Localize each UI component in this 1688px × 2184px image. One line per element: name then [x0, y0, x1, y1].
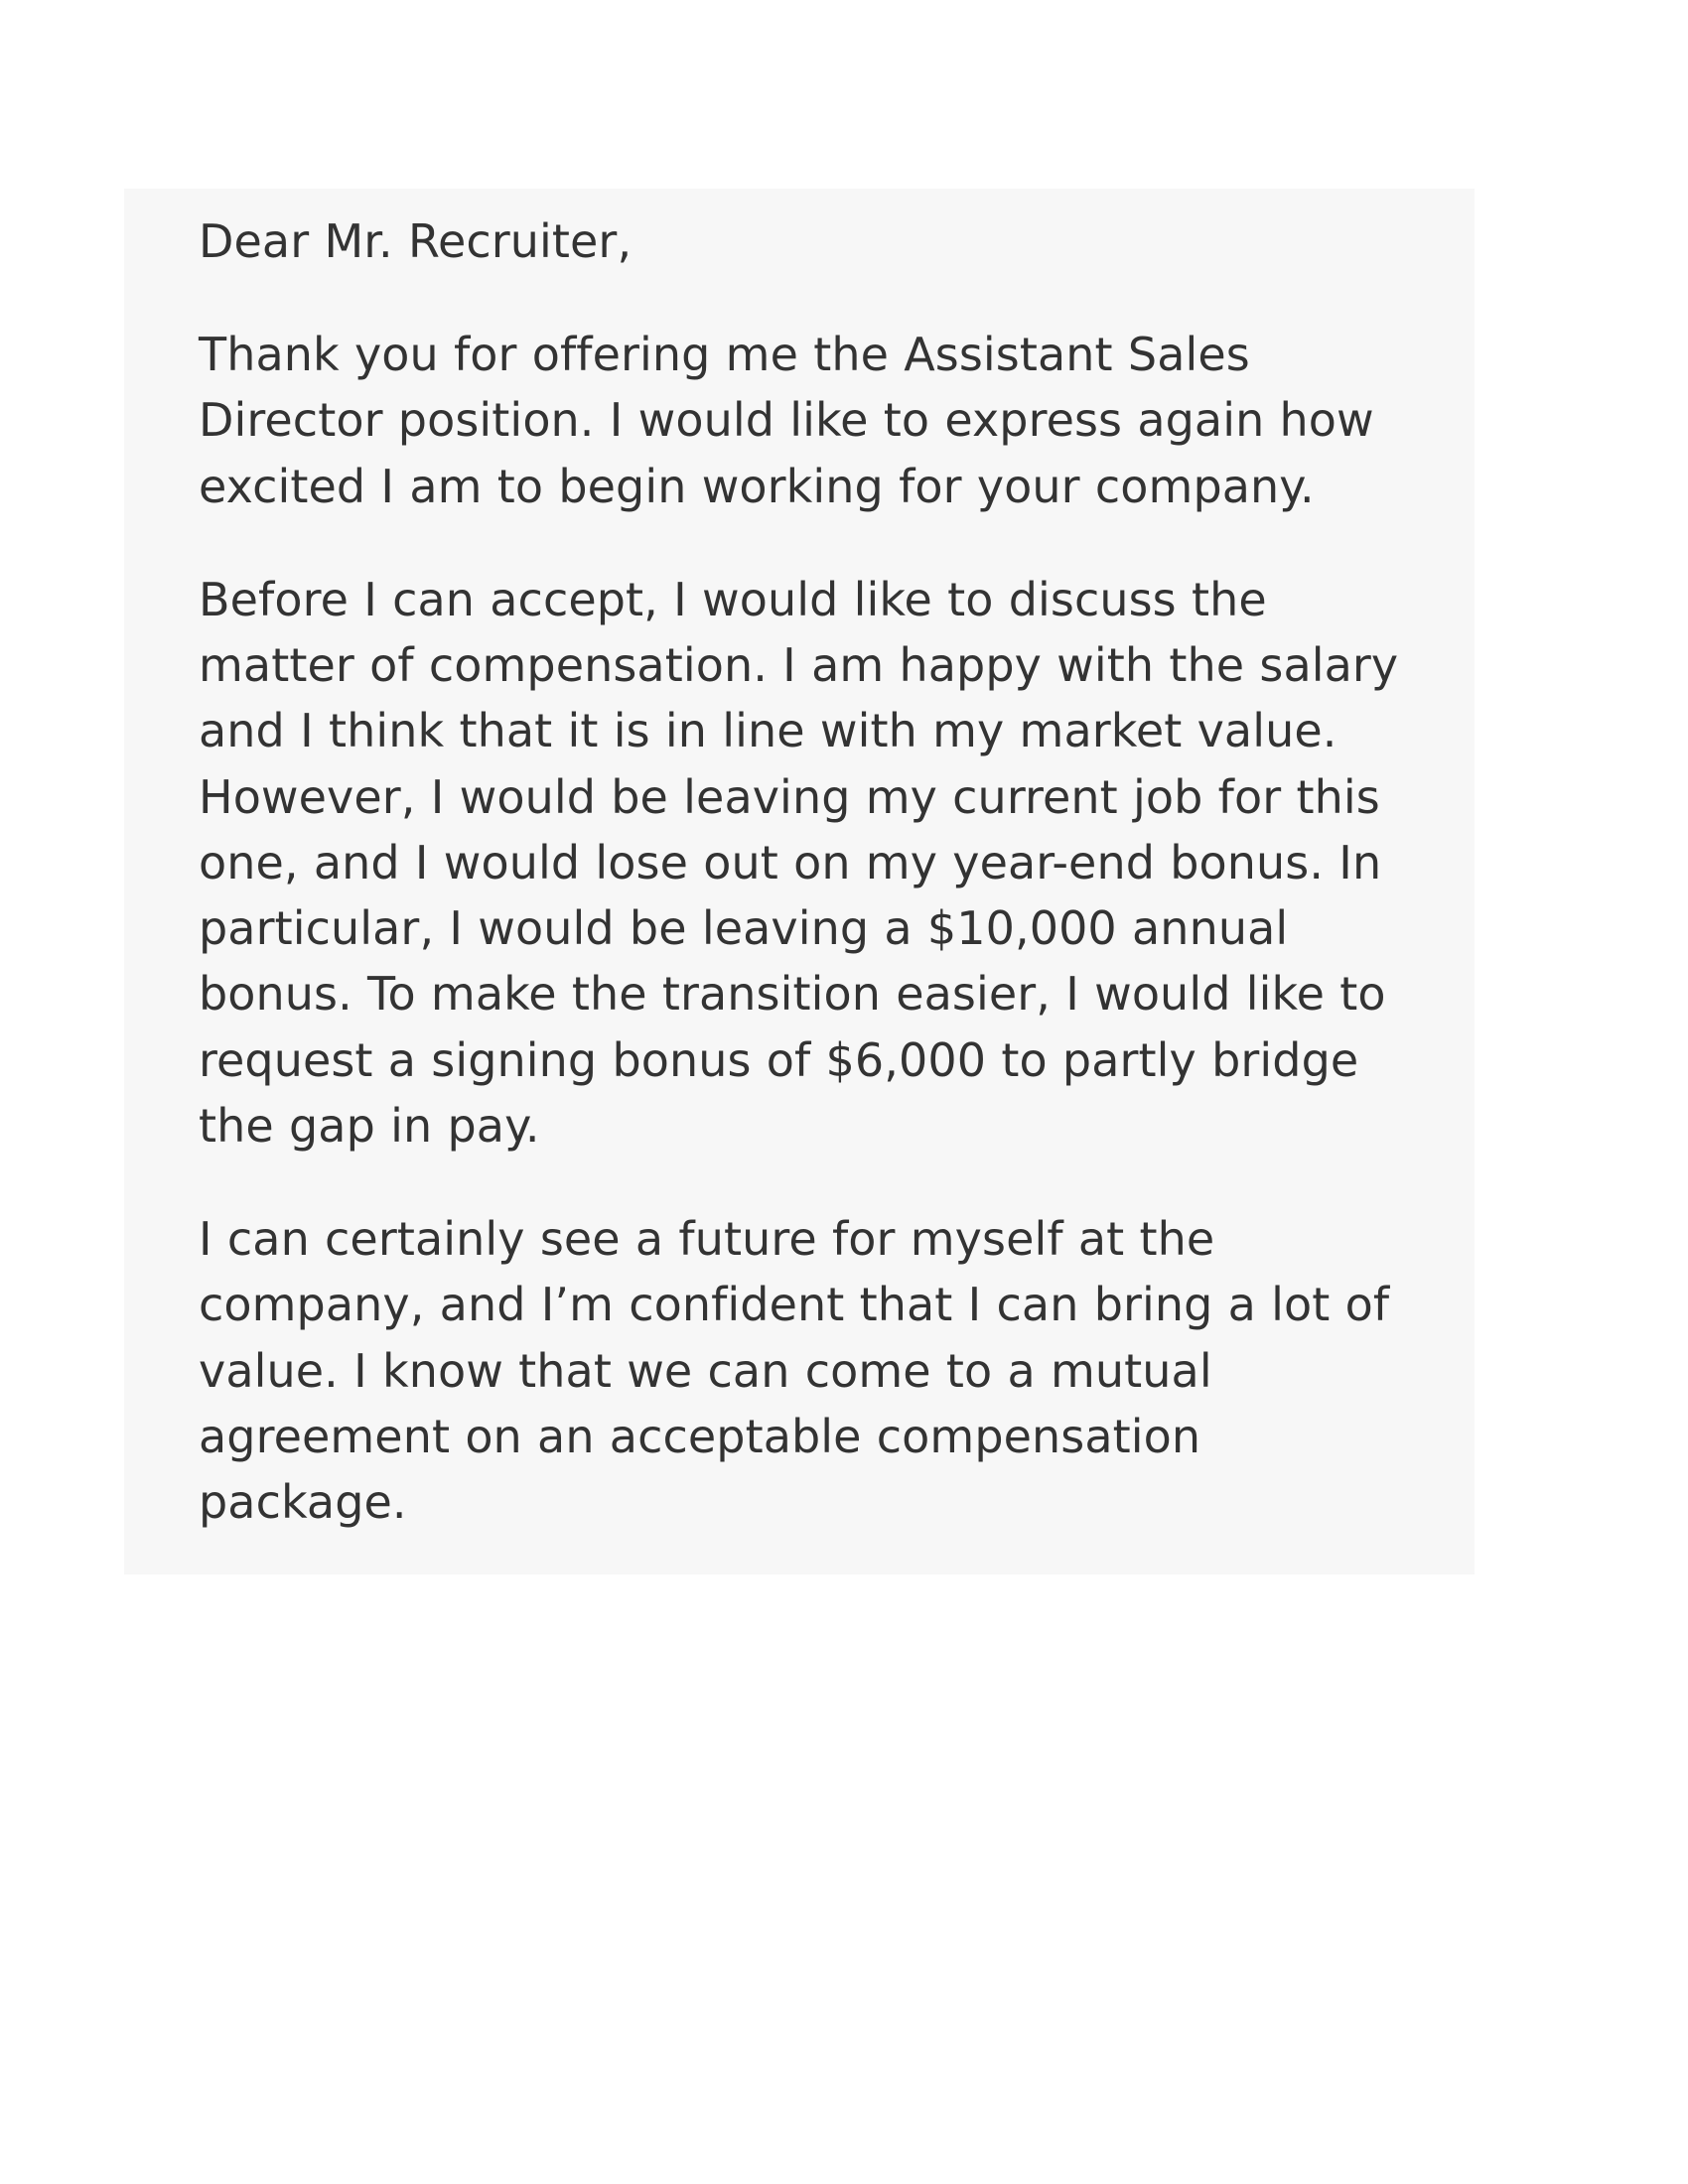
letter-body: [124, 189, 1475, 1574]
letter-paragraph-closing: I can certainly see a future for myself at the company, and I’m confident that I can bring a lot of value. I know that we can come to a mutual agreement on an acceptable compensation package.: [199, 1212, 1390, 1529]
letter-text-block: [124, 189, 1475, 1574]
letter-paragraph-compensation: Before I can accept, I would like to discuss the matter of compensation. I am happy with the salary and I think that it is in line with my market value. However, I would be leaving my current job for this one, and I would lose out on my year-end bonus. In particular, I would be leaving a $10,000 annual bonus. To make the transition easier, I would like to request a signing bonus of $6,000 to partly bridge the gap in pay.: [199, 572, 1399, 1153]
letter-salutation: Dear Mr. Recruiter,: [199, 214, 633, 268]
letter-paragraph-thanks: Thank you for offering me the Assistant Sales Director position. I would like to express again how excited I am to begin working for your company.: [199, 328, 1374, 513]
